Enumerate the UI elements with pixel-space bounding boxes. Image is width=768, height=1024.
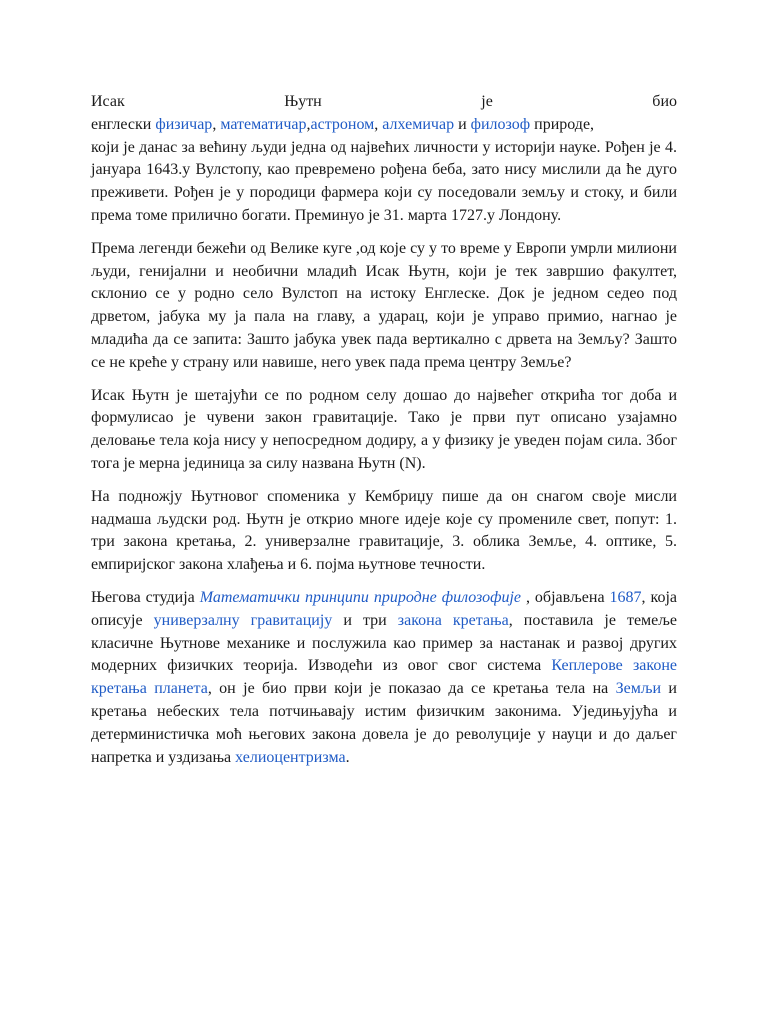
paragraph-4: На подножју Њутновог споменика у Кембриџу пише да он снагом своје мисли надмаша људски род. Њутн је открио многе идеје које су промениле свет, попут: 1. три закона кретања, 2. универзалне гравитације, 3. облика Земље, 4. оптике, 5. емпиријског закона хлађења и 6. појма њутнове течности.	[91, 487, 677, 574]
word: Исак	[91, 93, 125, 110]
text: .	[345, 748, 350, 766]
link-filozof[interactable]: филозоф	[470, 115, 531, 133]
link-zemlja[interactable]: Земљи	[615, 680, 662, 698]
link-heliocentrizam[interactable]: хелиоцентризма	[235, 748, 346, 766]
text: Његова студија	[91, 588, 200, 606]
text: ,	[212, 115, 221, 133]
word: био	[652, 93, 677, 110]
paragraph-3: Исак Њутн је шетајући се по родном селу дошао до највећег открића тог доба и формулисао је чувени закон гравитације. Тако је први пут описано узајамно деловање тела која нису у непосредном додиру, а у физику је уведен појам сила. Због тога је мерна јединица за силу названа Њутн (N).	[91, 386, 677, 472]
link-keplerovi-zakoni[interactable]: Кеплерове законе кретања планета	[91, 657, 677, 698]
text: природе,	[530, 115, 595, 133]
link-astronom[interactable]: астроном	[310, 115, 375, 133]
paragraph-1	[91, 91, 677, 228]
paragraph-2: Према легенди бежећи од Велике куге ,од које су у то време у Европи умрли милиони људи, генијални и необични младић Исак Њутн, који је тек завршио факултет, склонио се у родно село Вулстоп на истоку Енглеске. Док је једном седео под дрветом, јабука му ја пала на главу, а ударац, који је управо примио, нагнао је младића да се запита: Зашто јабука увек пада вертикално с дрвета на Земљу? Зашто се не креће у страну или навише, него увек пада према центру Земље?	[91, 239, 677, 371]
link-matematichar[interactable]: математичар	[220, 115, 307, 133]
link-principia[interactable]: Математички принципи природне филозофије	[199, 588, 521, 606]
paragraph-1-first-line	[91, 91, 677, 114]
text: , која описује	[91, 588, 678, 629]
text: ,	[374, 115, 383, 133]
link-alhemichar[interactable]: алхемичар	[382, 115, 455, 133]
word: Њутн	[284, 93, 322, 110]
text: енглески	[91, 115, 156, 133]
text: , објављена	[521, 588, 610, 606]
text: ,	[306, 115, 311, 133]
link-univerzalna-gravitacija[interactable]: универзалну гравитацију	[153, 611, 333, 629]
link-fizichar[interactable]: физичар	[155, 115, 213, 133]
text: и три	[332, 611, 398, 629]
word: је	[481, 93, 493, 110]
paragraph-5	[91, 587, 677, 769]
paragraph-1-second-line	[91, 114, 677, 137]
paragraph-1-body: који је данас за већину људи једна од највећих личности у историји науке. Рођен је 4. јануара 1643.у Вулстопу, као превремено рођена беба, зато нису мислили да ће дуго преживети. Рођен је у породици фармера који су поседовали земљу и стоку, и били према томе прилично богати. Преминуо је 31. марта 1727.у Лондону.	[91, 138, 677, 224]
link-zakoni-kretanja[interactable]: закона кретања	[397, 611, 509, 629]
document-page	[91, 91, 677, 779]
text: и кретања небеских тела потчињавају истим физичким законима. Уједињујућа и детерминистичка моћ његових закона довела је до револуције у науци и до даљег напретка и уздизања	[91, 680, 677, 766]
text: , он је био први који је показао да се кретања тела на	[207, 680, 616, 698]
text: и	[454, 115, 471, 133]
text: , поставила је темеље класичне Њутнове механике и послужила као пример за настанак и развој других модерних физичких теорија. Изводећи из овог свог система	[91, 611, 678, 675]
link-1687[interactable]: 1687	[609, 588, 642, 606]
